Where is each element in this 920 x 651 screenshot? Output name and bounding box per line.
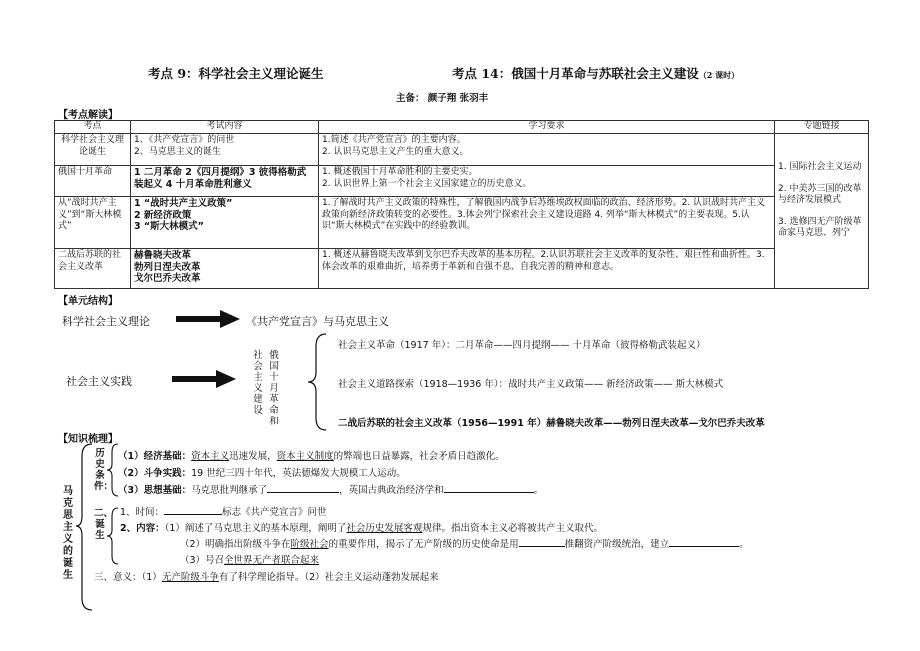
table-cell-requirement: 1.简述《共产党宣言》的主要内容。 2. 认识马克思主义产生的重大意义。 <box>319 134 775 166</box>
content-line-1 <box>120 520 603 534</box>
content-line-3 <box>180 552 319 566</box>
time-line <box>120 504 327 518</box>
vertical-main-label: 马克思主义的诞生 <box>63 486 73 581</box>
table-cell-requirement: 1.了解战时共产主义政策的特殊性，了解俄国内战争后苏维埃政权面临的政治、经济形势。2. 认识战时共产主义政策向新经济政策转变的必要性。3.体会列宁探索社会主义建设道路 4. 列举“斯大林模式”的主要表现。5.认识“斯大林模式”在实践中的经验教训。 <box>319 197 775 249</box>
arrow-right-icon <box>176 310 240 328</box>
structure-right-top: 《共产党宣言》与马克思主义 <box>246 315 389 328</box>
table-cell-content: 1 二月革命 2《四月提纲》3 彼得格勒武装起义 4 十月革命胜利意义 <box>131 166 319 197</box>
table-header-row <box>55 121 869 134</box>
econ-underline-1: 资本主义 <box>191 451 230 462</box>
content-underline-1: 社会历史发展客观 <box>346 523 423 534</box>
content-line: 1、《共产党宣言》的问世 <box>134 135 235 145</box>
econ-label: （1）经济基础： <box>118 451 192 462</box>
thought-text-3: 。 <box>533 485 544 496</box>
blank-input[interactable] <box>267 483 339 493</box>
section-structure: 【单元结构】 <box>58 296 118 307</box>
section-interpretation: 【考点解读】 <box>58 110 118 121</box>
title-left: 考点 9：科学社会主义理论诞生 <box>148 66 324 81</box>
table-cell-links <box>775 134 869 289</box>
content-line-2 <box>180 536 749 550</box>
content-label: 2、内容： <box>120 523 165 534</box>
structure-branch-1: 社会主义革命（1917 年）：二月革命——四月提纲—— 十月革命（彼得格勒武装起义） <box>338 340 706 351</box>
table-cell-content <box>131 134 319 166</box>
econ-line <box>118 448 505 462</box>
table-cell-point: 从“战时共产主义”到“斯大林模式” <box>55 197 131 249</box>
meaning-text-1: （1） <box>141 572 162 583</box>
link-item: 1. 国际社会主义运动 <box>778 162 862 172</box>
thought-text-2: ，英国古典政治经济学和 <box>339 485 444 496</box>
vertical-birth-label: 二、诞生 <box>94 508 114 541</box>
arrow-right-icon <box>172 370 236 388</box>
blank-input[interactable] <box>164 505 222 515</box>
vertical-label-revolution: 俄国十月革命和 <box>269 350 279 427</box>
table-header: 考试内容 <box>131 121 319 134</box>
class-line <box>118 465 406 479</box>
content-line: 2 新经济政策 <box>134 209 192 221</box>
structure-branch-3: 二战后苏联的社会主义改革（1956—1991 年）赫鲁晓夫改革——勃列日涅夫改革—戈尔巴乔夫改革 <box>338 418 765 429</box>
content-line: 1 “战时共产主义政策” <box>134 198 233 209</box>
meaning-underline-1: 无产阶级斗争 <box>161 572 219 583</box>
blank-input[interactable] <box>519 537 565 547</box>
table-cell-content <box>131 249 319 289</box>
c3-underline-1: 全世界无产者联合起来 <box>224 555 320 566</box>
content-line: 2、马克思主义的诞生 <box>134 146 221 157</box>
title-right <box>452 64 739 82</box>
content-text-2: 规律。指出资本主义必将被共产主义取代。 <box>422 523 603 534</box>
c2-text-4: 。 <box>739 539 749 550</box>
structure-left-top: 科学社会主义理论 <box>62 315 150 328</box>
exam-points-table <box>54 120 869 289</box>
class-label: （2）斗争实践： <box>118 468 192 479</box>
table-row <box>55 197 869 249</box>
content-line: 勃列日涅夫改革 <box>134 261 201 273</box>
c2-underline-1: 阶级社会 <box>290 539 329 550</box>
time-label: 1、时间： <box>120 507 165 518</box>
thought-label: （3）思想基础： <box>118 485 192 496</box>
structure-left-bottom: 社会主义实践 <box>66 375 132 388</box>
brace-icon <box>72 442 96 612</box>
thought-line <box>118 482 543 496</box>
title-hours: （2 课时） <box>698 70 740 80</box>
blank-input[interactable] <box>444 483 534 493</box>
structure-branch-2: 社会主义道路探索（1918—1936 年）：战时共产主义政策—— 新经济政策—— 斯大林模式 <box>338 379 724 390</box>
table-cell-requirement: 1. 概述从赫鲁晓夫改革到戈尔巴乔夫改革的基本历程。2.认识苏联社会主义改革的复杂性、艰巨性和曲折性。3. 体会改革的艰难曲折，培养勇于革新和自强不息、自我完善的精神和意志。 <box>319 249 775 289</box>
content-text-1: （1）阐述了马克思主义的基本原理，阐明了 <box>164 523 347 534</box>
table-cell-point: 俄国十月革命 <box>55 166 131 197</box>
table-header: 专题链接 <box>775 121 869 134</box>
table-row <box>55 134 869 166</box>
table-row <box>55 249 869 289</box>
meaning-text-2: 有了科学理论指导。（2）社会主义运动蓬勃发展起来 <box>218 572 439 583</box>
c2-text-3: 推翻资产阶级统治，建立 <box>564 539 670 550</box>
table-header: 学习要求 <box>319 121 775 134</box>
link-item: 3. 选修四无产阶级革命家马克思、列宁 <box>778 216 862 238</box>
table-cell-point: 科学社会主义理论诞生 <box>55 134 131 166</box>
section-knowledge: 【知识梳理】 <box>58 434 118 445</box>
meaning-line <box>94 569 439 583</box>
econ-text-1: 迅速发展， <box>229 451 277 462</box>
content-line: 3 “斯大林模式” <box>134 221 204 232</box>
brace-icon <box>302 332 332 432</box>
vertical-history-label: 历史条件： <box>94 448 114 492</box>
link-item: 2. 中美苏三国的改革与经济发展模式 <box>778 183 862 205</box>
table-cell-point: 二战后苏联的社会主义改革 <box>55 249 131 289</box>
table-header: 考点 <box>55 121 131 134</box>
table-cell-content <box>131 197 319 249</box>
c2-text-1: （2）明确指出阶级斗争在 <box>180 539 291 550</box>
class-text: 19 世纪三四十年代，英法德爆发大规模工人运动。 <box>191 468 406 479</box>
title-right-text: 考点 14：俄国十月革命与苏联社会主义建设 <box>452 66 699 81</box>
blank-input[interactable] <box>669 537 739 547</box>
time-text: 标志《共产党宣言》问世 <box>222 507 327 518</box>
c3-text-1: （3）号召 <box>180 555 225 566</box>
thought-text-1: 马克思批判继承了 <box>191 485 268 496</box>
meaning-label: 三、意义： <box>94 572 142 583</box>
editors: 主备： 颜子翔 张羽丰 <box>396 93 489 104</box>
table-row <box>55 166 869 197</box>
vertical-label-construction: 社会主义建设 <box>253 350 263 416</box>
content-line: 赫鲁晓夫改革 <box>134 250 192 261</box>
econ-text-2: 的弊端也日益暴露，社会矛盾日趋激化。 <box>333 451 505 462</box>
econ-underline-2: 资本主义制度 <box>276 451 334 462</box>
c2-text-2: 的重要作用，揭示了无产阶级的历史使命是用 <box>328 539 519 550</box>
content-line: 戈尔巴乔夫改革 <box>134 273 201 284</box>
table-cell-requirement: 1. 概述俄国十月革命胜利的主要史实。 2. 认识世界上第一个社会主义国家建立的历史意义。 <box>319 166 775 197</box>
